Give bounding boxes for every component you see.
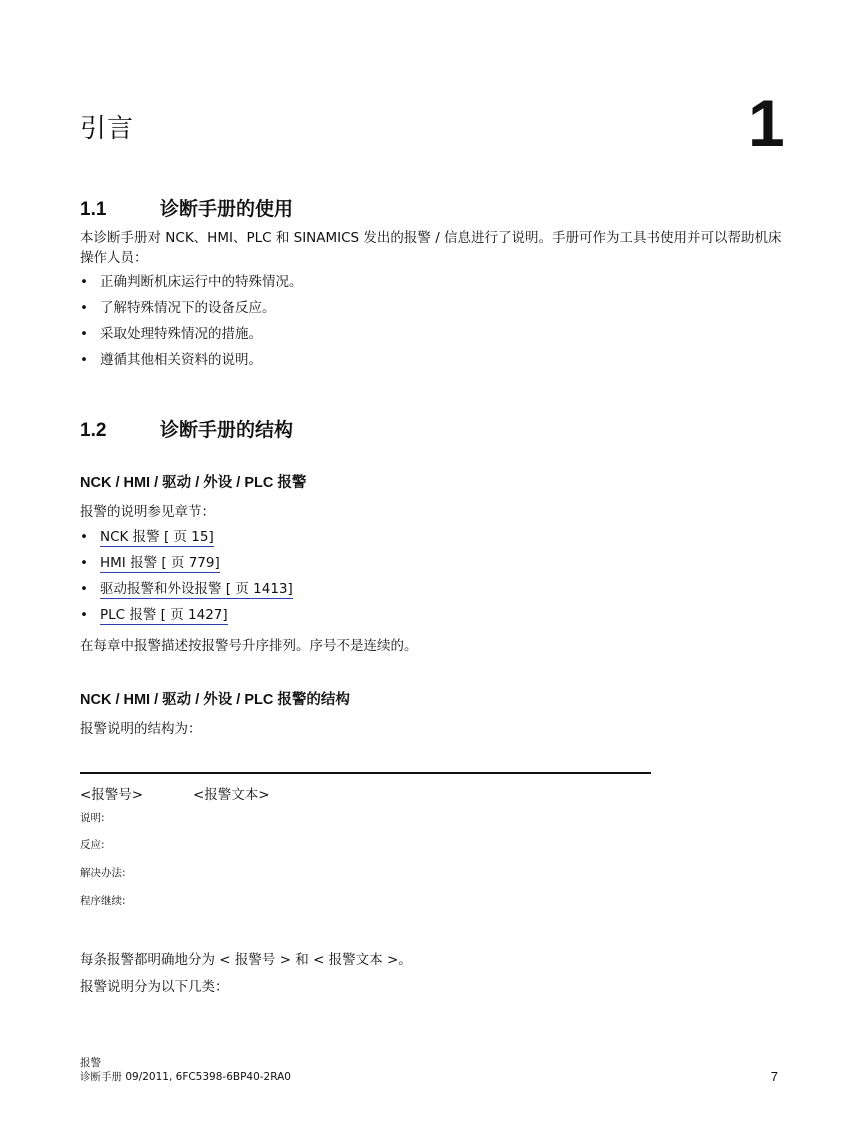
list-item bbox=[80, 524, 293, 550]
field-label-program-continuation: 程序继续: bbox=[80, 895, 126, 907]
alarm-text-placeholder: <报警文本> bbox=[193, 787, 270, 803]
chapter-link-list bbox=[80, 524, 293, 628]
categories-intro: 报警说明分为以下几类： bbox=[80, 979, 229, 995]
structure-explanation: 每条报警都明确地分为 < 报警号 > 和 < 报警文本 >。 bbox=[80, 952, 412, 968]
list-item: • 遵循其他相关资料的说明。 bbox=[80, 347, 303, 373]
list-item bbox=[80, 602, 293, 628]
alarm-number-placeholder: <报警号> bbox=[80, 787, 144, 803]
section-heading-1-2 bbox=[80, 421, 293, 440]
subsection-heading-structure: NCK / HMI / 驱动 / 外设 / PLC 报警的结构 bbox=[80, 692, 350, 708]
section-title: 诊断手册的使用 bbox=[160, 198, 294, 220]
usage-bullet-list bbox=[80, 269, 303, 373]
field-label-remedy: 解决办法: bbox=[80, 867, 126, 879]
footer-title: 报警 bbox=[80, 1057, 101, 1069]
section-number: 1.2 bbox=[80, 420, 107, 441]
section-title: 诊断手册的结构 bbox=[160, 419, 294, 441]
link-nck-alarms[interactable]: NCK 报警 [ 页 15] bbox=[100, 529, 214, 545]
subsection-heading-alarms: NCK / HMI / 驱动 / 外设 / PLC 报警 bbox=[80, 475, 307, 491]
section-number: 1.1 bbox=[80, 199, 107, 220]
structure-divider bbox=[80, 772, 651, 774]
list-item: • 正确判断机床运行中的特殊情况。 bbox=[80, 269, 303, 295]
order-note: 在每章中报警描述按报警号升序排列。序号不是连续的。 bbox=[80, 638, 418, 654]
structure-intro: 报警说明的结构为： bbox=[80, 721, 202, 737]
chapter-title: 引言 bbox=[80, 114, 135, 144]
list-item: • 采取处理特殊情况的措施。 bbox=[80, 321, 303, 347]
list-item: • 了解特殊情况下的设备反应。 bbox=[80, 295, 303, 321]
list-item bbox=[80, 550, 293, 576]
field-label-description: 说明: bbox=[80, 812, 105, 824]
link-plc-alarms[interactable]: PLC 报警 [ 页 1427] bbox=[100, 607, 228, 623]
chapter-number: 1 bbox=[748, 86, 785, 160]
page-number: 7 bbox=[770, 1069, 778, 1084]
chapters-intro: 报警的说明参见章节： bbox=[80, 504, 215, 520]
footer-document-id: 诊断手册 09/2011, 6FC5398-6BP40-2RA0 bbox=[80, 1071, 291, 1083]
link-drive-io-alarms[interactable]: 驱动报警和外设报警 [ 页 1413] bbox=[100, 581, 293, 597]
list-item bbox=[80, 576, 293, 602]
link-hmi-alarms[interactable]: HMI 报警 [ 页 779] bbox=[100, 555, 220, 571]
field-label-reaction: 反应: bbox=[80, 839, 105, 851]
section-heading-1-1 bbox=[80, 200, 293, 219]
section-intro: 本诊断手册对 NCK、HMI、PLC 和 SINAMICS 发出的报警 / 信息进行了说明。手册可作为工具书使用并可以帮助机床操作人员： bbox=[80, 230, 782, 266]
